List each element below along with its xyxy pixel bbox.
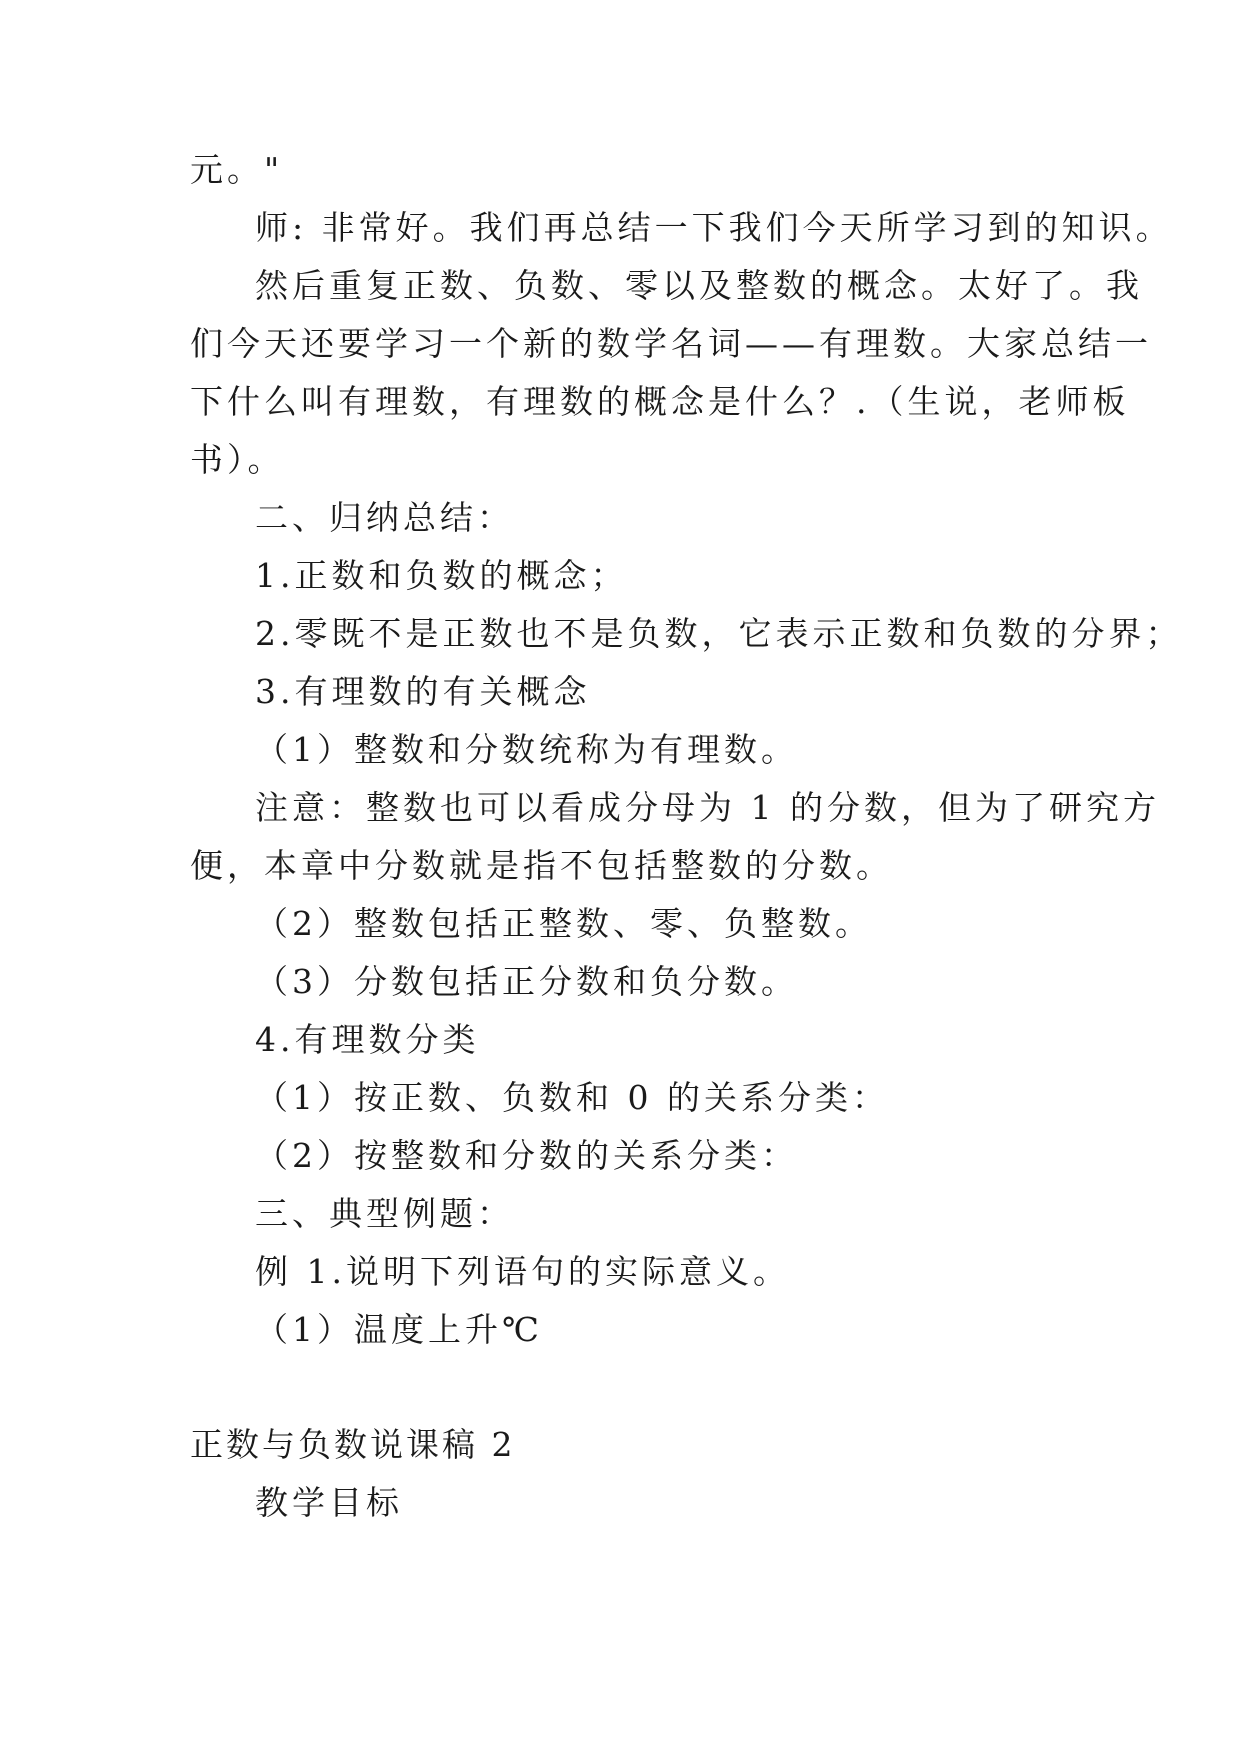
section-title: 正数与负数说课稿 2 [190, 1425, 516, 1464]
list-item: 3.有理数的有关概念 [255, 672, 591, 711]
list-item: （2）按整数和分数的关系分类： [255, 1136, 798, 1175]
text-line: 书）。 [190, 440, 285, 479]
list-item: （2）整数包括正整数、零、负整数。 [255, 904, 872, 943]
list-item: 2.零既不是正数也不是负数，它表示正数和负数的分界； [255, 614, 1183, 653]
list-item: （1）整数和分数统称为有理数。 [255, 730, 798, 769]
section-heading: 二、归纳总结： [255, 498, 514, 537]
section-heading: 三、典型例题： [255, 1194, 514, 1233]
text-line: 下什么叫有理数，有理数的概念是什么？.（生说，老师板 [190, 382, 1130, 421]
text-line: 元。" [190, 150, 284, 189]
text-line: 师: 非常好。我们再总结一下我们今天所学习到的知识。 [255, 208, 1173, 247]
section-subheading: 教学目标 [255, 1483, 403, 1522]
example-text: 例 1.说明下列语句的实际意义。 [255, 1252, 790, 1291]
list-item: 1.正数和负数的概念； [255, 556, 628, 595]
list-item: （3）分数包括正分数和负分数。 [255, 962, 798, 1001]
example-text: （1）温度上升℃ [255, 1310, 543, 1349]
list-item: （1）按正数、负数和 0 的关系分类： [255, 1078, 889, 1117]
list-item: 4.有理数分类 [255, 1020, 480, 1059]
note-text: 注意：整数也可以看成分母为 1 的分数，但为了研究方 [255, 788, 1160, 827]
note-text: 便，本章中分数就是指不包括整数的分数。 [190, 846, 893, 885]
text-line: 们今天还要学习一个新的数学名词——有理数。大家总结一 [190, 324, 1152, 363]
text-line: 然后重复正数、负数、零以及整数的概念。太好了。我 [255, 266, 1143, 305]
